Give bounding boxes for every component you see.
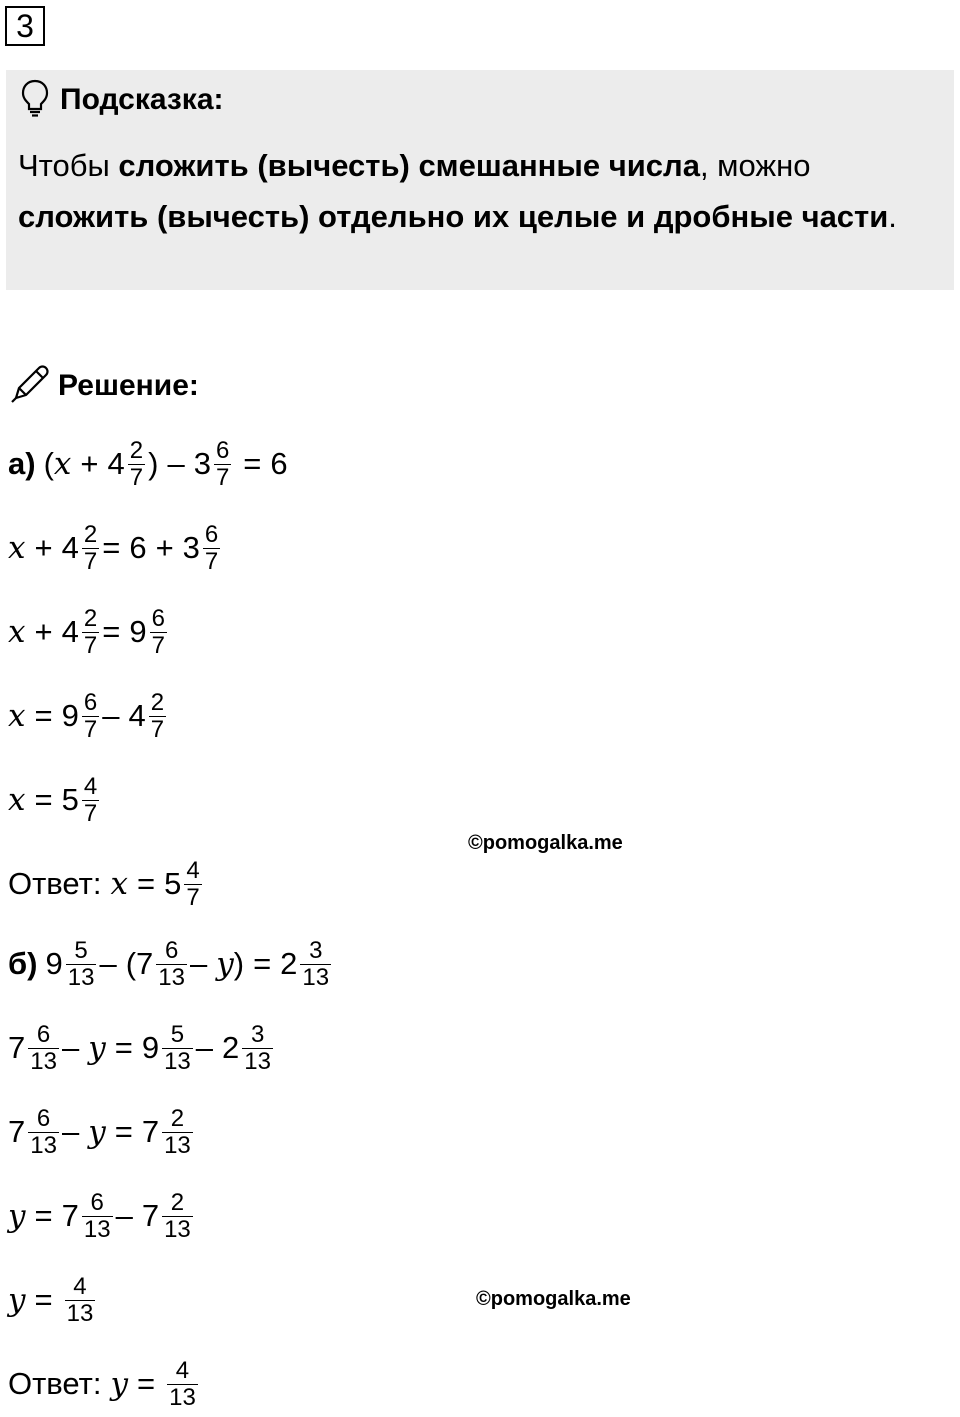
equation-b-1: б) 9 $\frac{5}{13}$ – ( 7 $\frac{6}{13}$ – y ) = 2 $\frac{3}{13}$ xyxy=(8,937,330,991)
hint-title: Подсказка: xyxy=(60,83,224,116)
task-number: 3 xyxy=(5,6,45,46)
equation-a-5: x = 5 $\frac{4}{7}$ xyxy=(8,773,98,827)
watermark: ©pomogalka.me xyxy=(468,832,623,854)
equation-a-2: x + 4 $\frac{2}{7}$ = 6 + 3 $\frac{6}{7}$ xyxy=(8,521,219,575)
solution-header xyxy=(8,364,199,408)
equation-a-3: x + 4 $\frac{2}{7}$ = 9 $\frac{6}{7}$ xyxy=(8,605,165,659)
answer-b: Ответ: y = $\frac{4}{13}$ xyxy=(8,1357,196,1411)
solution-title: Решение: xyxy=(58,369,199,402)
equation-a-4: x = 9 $\frac{6}{7}$ – 4 $\frac{2}{7}$ xyxy=(8,689,165,743)
lightbulb-icon xyxy=(20,78,50,123)
answer-a: Ответ: x = 5 $\frac{4}{7}$ xyxy=(8,857,200,911)
hint-text: Чтобы сложить (вычесть) смешанные числа, можно сложить (вычесть) отдельно их целые и дробные части. xyxy=(18,148,897,234)
hint-box xyxy=(6,70,954,290)
watermark: ©pomogalka.me xyxy=(476,1288,631,1310)
equation-a-1: а) ( x + 4 $\frac{2}{7}$ ) – 3 $\frac{6}{7}$ = 6 xyxy=(8,437,288,491)
equation-b-4: y = 7 $\frac{6}{13}$ – 7 $\frac{2}{13}$ xyxy=(8,1189,191,1243)
hint-header xyxy=(20,80,224,120)
pencil-icon xyxy=(8,362,52,411)
equation-b-5: y = $\frac{4}{13}$ xyxy=(8,1273,94,1327)
equation-b-3: 7 $\frac{6}{13}$ – y = 7 $\frac{2}{13}$ xyxy=(8,1105,191,1159)
equation-b-2: 7 $\frac{6}{13}$ – y = 9 $\frac{5}{13}$ – 2 $\frac{3}{13}$ xyxy=(8,1021,271,1075)
